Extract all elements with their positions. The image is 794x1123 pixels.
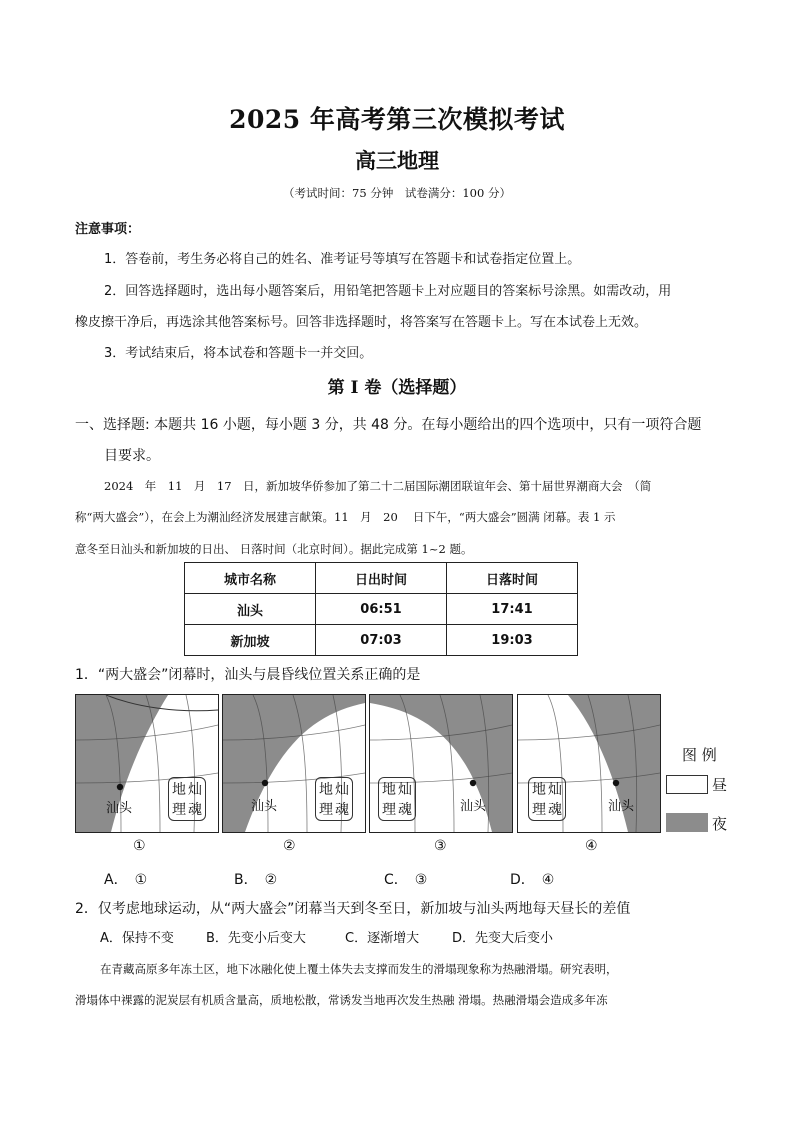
watermark-stamp: 地 理 灿 魂: [528, 777, 566, 821]
notice-item-1: 1．答卷前，考生务必将自己的姓名、准考证号等填写在答题卡和试卷指定位置上。: [104, 252, 581, 267]
table-cell: 汕头: [185, 594, 316, 625]
watermark-stamp: 地 理 灿 魂: [168, 777, 206, 821]
material-1-line-3: 意冬至日汕头和新加坡的日出、 日落时间（北京时间）。据此完成第 1~2 题。: [75, 542, 473, 556]
table-header-cell: 日落时间: [447, 563, 578, 594]
material-1-line-1: 2024 年 11 月 17 日，新加坡华侨参加了第二十二届国际潮团联谊年会、第十届世界潮商大会 （简: [104, 479, 652, 493]
city-label-shantou: 汕头: [251, 799, 278, 814]
q2-option-b[interactable]: B．先变小后变大: [206, 931, 306, 946]
diagram-caption-2: ②: [283, 838, 296, 854]
section-intro-line-2: 目要求。: [104, 448, 160, 464]
legend-night-label: 夜: [712, 815, 728, 833]
watermark-stamp: 地 理 灿 魂: [315, 777, 353, 821]
globe-diagram-1: [75, 694, 219, 833]
city-label-shantou: 汕头: [460, 799, 487, 814]
table-cell: 19:03: [447, 625, 578, 656]
exam-title: 2025 年高考第三次模拟考试: [229, 105, 565, 134]
table-row: [185, 594, 578, 625]
table-cell: 新加坡: [185, 625, 316, 656]
exam-subtitle: 高三地理: [355, 148, 439, 173]
globe-diagram-3: [369, 694, 513, 833]
q1-option-c[interactable]: C． ③: [384, 872, 428, 888]
diagram-caption-1: ①: [133, 838, 146, 854]
globe-diagram-2: [222, 694, 366, 833]
material-2-line-2: 滑塌体中裸露的泥炭层有机质含量高，质地松散，常诱发当地再次发生热融 滑塌。热融滑塌会造成多年冻: [75, 993, 608, 1007]
table-header-cell: 日出时间: [316, 563, 447, 594]
material-2-line-1: 在青藏高原多年冻土区，地下冰融化使上覆土体失去支撑而发生的滑塌现象称为热融滑塌。研究表明，: [100, 962, 618, 976]
table-cell: 17:41: [447, 594, 578, 625]
question-1-stem: 1．“两大盛会”闭幕时，汕头与晨昏线位置关系正确的是: [75, 667, 421, 683]
legend-night-swatch: [666, 813, 708, 832]
material-1-line-2: 称“两大盛会”），在会上为潮汕经济发展建言献策。11 月 20 日下午，“两大盛会”圆满 闭幕。表 1 示: [75, 510, 616, 524]
section-title: 第 I 卷（选择题）: [327, 378, 467, 398]
q1-option-d[interactable]: D． ④: [510, 872, 555, 888]
legend-title: 图 例: [682, 746, 717, 764]
diagram-caption-4: ④: [585, 838, 598, 854]
watermark-stamp: 地 理 灿 魂: [378, 777, 416, 821]
q1-option-a[interactable]: A． ①: [104, 872, 148, 888]
table-row: [185, 625, 578, 656]
question-2-stem: 2．仅考虑地球运动，从“两大盛会”闭幕当天到冬至日，新加坡与汕头两地每天昼长的差值: [75, 901, 631, 917]
q2-option-a[interactable]: A．保持不变: [100, 931, 174, 946]
exam-info: （考试时间：75 分钟 试卷满分：100 分）: [283, 186, 511, 200]
notice-item-3: 3．考试结束后，将本试卷和答题卡一并交回。: [104, 346, 373, 361]
table-cell: 07:03: [316, 625, 447, 656]
sunrise-sunset-table: [184, 562, 578, 656]
legend-day-swatch: [666, 775, 708, 794]
table-cell: 06:51: [316, 594, 447, 625]
table-header-cell: 城市名称: [185, 563, 316, 594]
city-label-shantou: 汕头: [106, 801, 133, 816]
section-intro-line-1: 一、选择题: 本题共 16 小题，每小题 3 分，共 48 分。在每小题给出的四个选项中，只有一项符合题: [75, 417, 702, 433]
q2-option-d[interactable]: D．先变大后变小: [452, 931, 554, 946]
legend-day-label: 昼: [712, 776, 728, 794]
notice-item-2-line-2: 橡皮擦干净后，再选涂其他答案标号。回答非选择题时，将答案写在答题卡上。写在本试卷上无效。: [75, 315, 648, 330]
table-header-row: [185, 563, 578, 594]
diagram-caption-3: ③: [434, 838, 447, 854]
notice-item-2-line-1: 2．回答选择题时，选出每小题答案后，用铅笔把答题卡上对应题目的答案标号涂黑。如需改动，用: [104, 284, 672, 299]
notice-heading: 注意事项：: [75, 222, 141, 237]
city-label-shantou: 汕头: [608, 799, 635, 814]
globe-diagram-4: [517, 694, 661, 833]
q1-option-b[interactable]: B． ②: [234, 872, 278, 888]
q2-option-c[interactable]: C．逐渐增大: [345, 931, 420, 946]
